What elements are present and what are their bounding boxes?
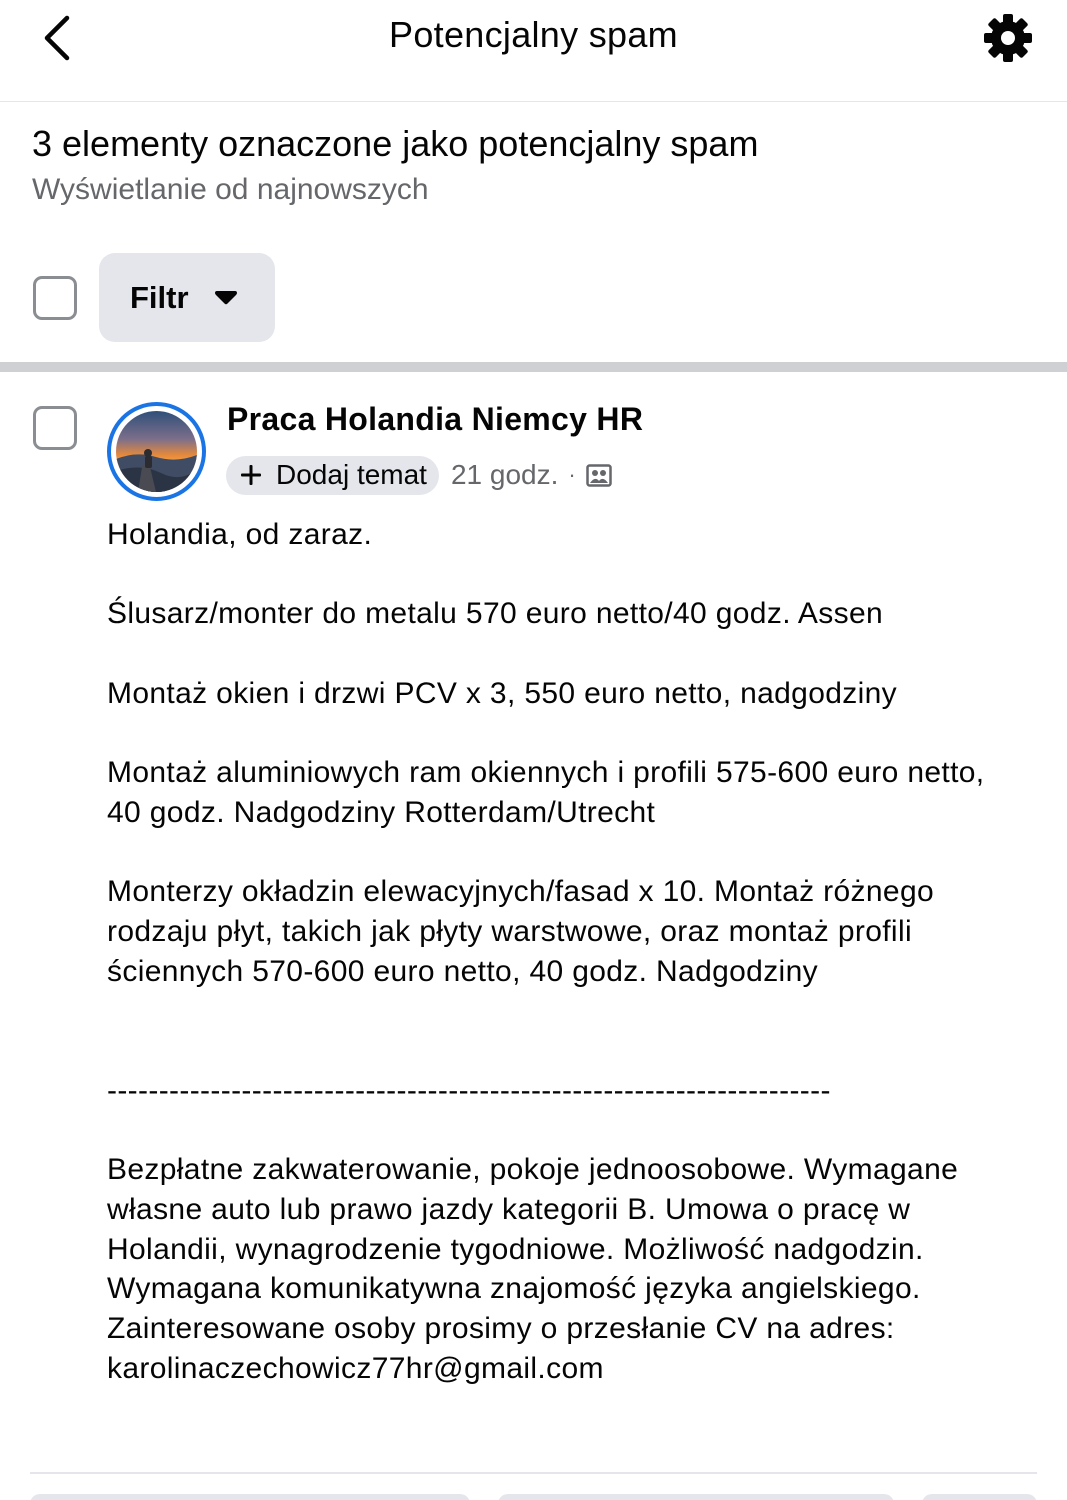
post-paragraph: Monterzy okładzin elewacyjnych/fasad x 10. Montaż różnego rodzaju płyt, takich jak płyty warstwowe, oraz montaż profili ściennych 570-600 euro netto, 40 godz. Nadgodziny (107, 875, 943, 988)
page-title: Potencjalny spam (389, 14, 678, 55)
post-paragraph: Bezpłatne zakwaterowanie, pokoje jednoosobowe. Wymagane własne auto lub prawo jazdy kategorii B. Umowa o pracę w Holandii, wynagrodzenie tygodniowe. Możliwość nadgodzin. Wymagana komunikatywna znajomość języka angielskiego. Zainteresowane osoby prosimy o przesłanie CV na adres: karolinaczechowicz77hr@gmail.com (107, 1153, 967, 1385)
group-icon (586, 462, 612, 488)
post-select-checkbox[interactable] (33, 406, 77, 450)
post-paragraph: Ślusarz/monter do metalu 570 euro netto/40 godz. Assen (107, 597, 884, 631)
post-paragraph: Montaż aluminiowych ram okiennych i profili 575-600 euro netto, 40 godz. Nadgodziny Rotterdam/Utrecht (107, 756, 994, 829)
post-author[interactable]: Praca Holandia Niemcy HR (227, 401, 644, 437)
post-separator-line: ---------------------------------------------------------------------- (107, 1073, 831, 1107)
summary (32, 122, 1032, 210)
add-topic-label: Dodaj temat (276, 459, 427, 490)
summary-title: 3 elementy oznaczone jako potencjalny spam (32, 123, 759, 164)
add-topic-button[interactable] (226, 456, 439, 495)
post-meta (226, 455, 612, 495)
plus-icon (240, 464, 262, 486)
post-paragraph: Holandia, od zaraz. (107, 518, 373, 551)
avatar-image (116, 411, 197, 492)
post-timestamp[interactable]: 21 godz. (450, 459, 559, 490)
post-paragraph: Montaż okien i drzwi PCV x 3, 550 euro netto, nadgodziny (107, 676, 898, 710)
meta-separator: · (568, 462, 576, 487)
filter-label: Filtr (130, 279, 189, 315)
caret-down-icon (213, 290, 239, 306)
select-all-checkbox[interactable] (33, 276, 77, 320)
post-divider (30, 1472, 1037, 1474)
avatar[interactable] (107, 402, 206, 501)
section-divider (0, 362, 1067, 372)
action-button[interactable] (498, 1494, 894, 1500)
sort-order-label: Wyświetlanie od najnowszych (32, 173, 429, 206)
top-bar (0, 0, 1067, 102)
gear-icon (982, 12, 1034, 64)
post-body (107, 515, 1027, 1388)
filter-button[interactable] (99, 253, 275, 342)
settings-button[interactable] (982, 12, 1034, 64)
action-button[interactable] (30, 1494, 470, 1500)
action-button[interactable] (922, 1494, 1037, 1500)
